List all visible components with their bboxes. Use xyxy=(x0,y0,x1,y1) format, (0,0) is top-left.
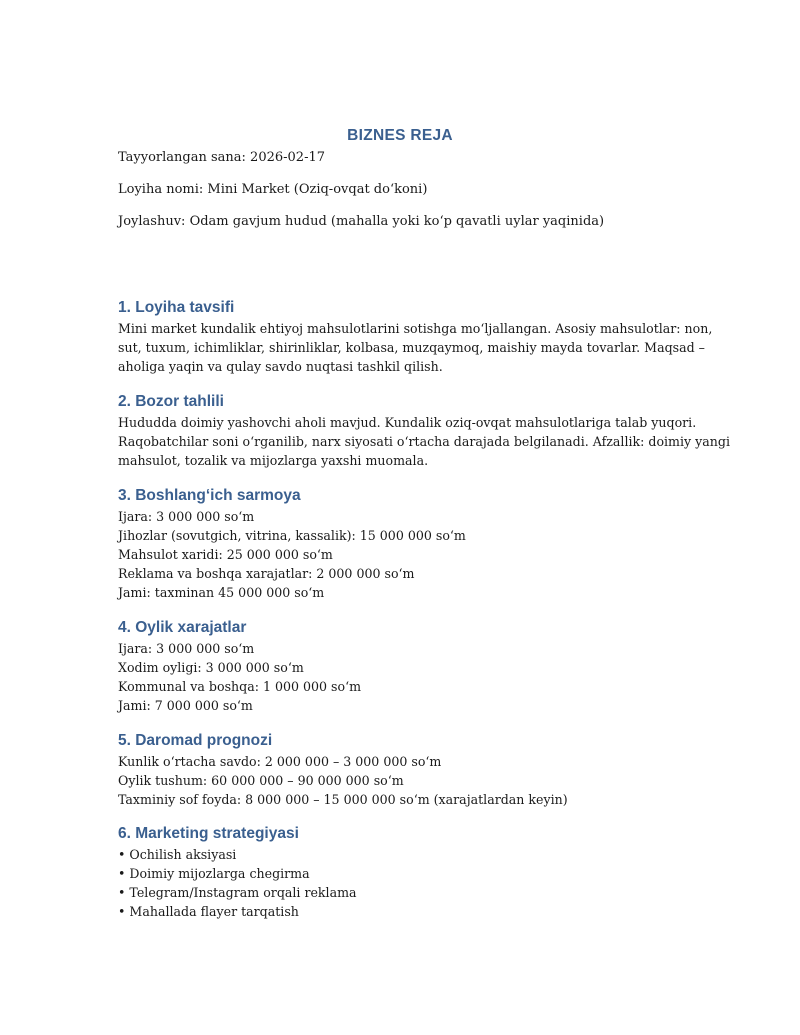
section-heading: 6. Marketing strategiyasi xyxy=(118,825,299,842)
section-monthly-expenses xyxy=(118,618,708,715)
section-heading: 5. Daromad prognozi xyxy=(118,732,273,749)
paragraph-line: mahsulot, tozalik va mijozlarga yaxshi muomala. xyxy=(118,453,429,468)
location: Joylashuv: Odam gavjum hudud (mahalla yoki ko‘p qavatli uylar yaqinida) xyxy=(118,214,605,229)
section-revenue-forecast xyxy=(118,731,708,809)
section-heading: 4. Oylik xarajatlar xyxy=(118,619,247,636)
paragraph-line: Hududda doimiy yashovchi aholi mavjud. Kundalik oziq-ovqat mahsulotlariga talab yuqori. xyxy=(118,415,697,430)
list-line: Ijara: 3 000 000 so‘m xyxy=(118,641,255,656)
section-body xyxy=(118,413,730,470)
section-initial-investment xyxy=(118,486,708,602)
section-marketing-strategy xyxy=(118,824,708,921)
section-body xyxy=(118,507,708,602)
paragraph-line: sut, tuxum, ichimliklar, shirinliklar, kolbasa, muzqaymoq, maishiy mayda tovarlar. Maqsad – xyxy=(118,340,705,355)
paragraph-line: Mini market kundalik ehtiyoj mahsulotlarini sotishga mo‘ljallangan. Asosiy mahsulotlar: non, xyxy=(118,321,713,336)
list-line: Jami: taxminan 45 000 000 so‘m xyxy=(118,585,325,600)
list-line: Kommunal va boshqa: 1 000 000 so‘m xyxy=(118,679,362,694)
section-body xyxy=(118,319,713,376)
section-body xyxy=(118,752,708,809)
list-line: Ijara: 3 000 000 so‘m xyxy=(118,509,255,524)
list-line: Jihozlar (sovutgich, vitrina, kassalik): 15 000 000 so‘m xyxy=(118,528,466,543)
bullet-item: • Ochilish aksiyasi xyxy=(118,847,237,862)
list-line: Jami: 7 000 000 so‘m xyxy=(118,698,253,713)
section-heading: 1. Loyiha tavsifi xyxy=(118,299,235,316)
list-line: Oylik tushum: 60 000 000 – 90 000 000 so‘m xyxy=(118,773,404,788)
section-market-analysis xyxy=(118,392,730,470)
list-line: Xodim oyligi: 3 000 000 so‘m xyxy=(118,660,304,675)
document-title: BIZNES REJA xyxy=(347,127,453,144)
paragraph-line: aholiga yaqin va qulay savdo nuqtasi tashkil qilish. xyxy=(118,359,443,374)
list-line: Kunlik o‘rtacha savdo: 2 000 000 – 3 000 000 so‘m xyxy=(118,754,442,769)
section-heading: 3. Boshlang‘ich sarmoya xyxy=(118,487,301,504)
section-body xyxy=(118,845,708,921)
list-line: Taxminiy sof foyda: 8 000 000 – 15 000 000 so‘m (xarajatlardan keyin) xyxy=(118,792,568,807)
bullet-item: • Mahallada flayer tarqatish xyxy=(118,904,299,919)
section-project-description xyxy=(118,298,713,376)
list-line: Reklama va boshqa xarajatlar: 2 000 000 so‘m xyxy=(118,566,415,581)
project-name: Loyiha nomi: Mini Market (Oziq-ovqat do‘koni) xyxy=(118,182,428,197)
list-line: Mahsulot xaridi: 25 000 000 so‘m xyxy=(118,547,333,562)
section-heading: 2. Bozor tahlili xyxy=(118,393,224,410)
bullet-item: • Doimiy mijozlarga chegirma xyxy=(118,866,310,881)
section-body xyxy=(118,639,708,715)
prepared-date: Tayyorlangan sana: 2026-02-17 xyxy=(118,150,326,165)
paragraph-line: Raqobatchilar soni o‘rganilib, narx siyosati o‘rtacha darajada belgilanadi. Afzallik: doimiy yangi xyxy=(118,434,730,449)
bullet-item: • Telegram/Instagram orqali reklama xyxy=(118,885,357,900)
